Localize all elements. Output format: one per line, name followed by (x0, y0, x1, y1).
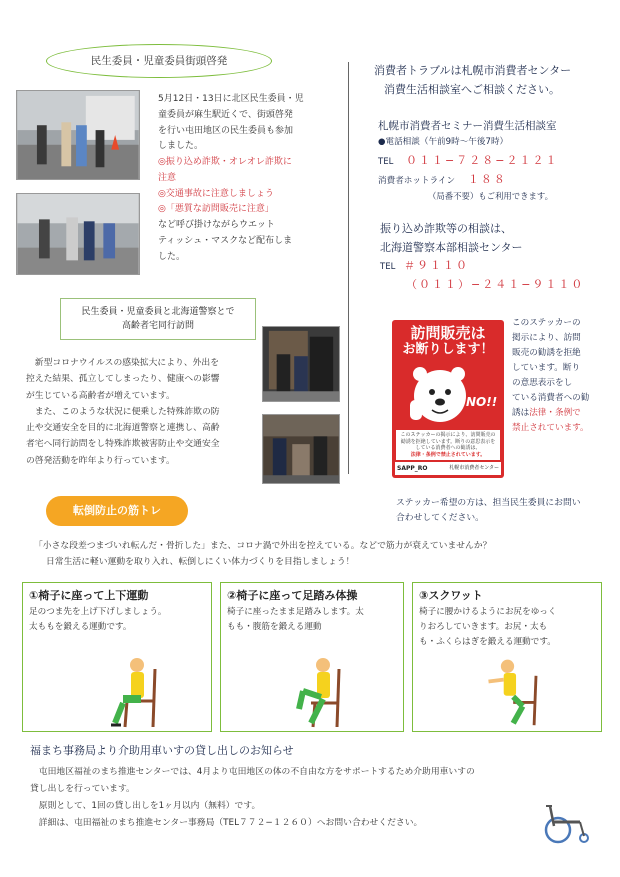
street-campaign-title: 民生委員・児童委員街頭啓発 (46, 44, 272, 78)
exercise-card-title: ③スクワット (419, 589, 483, 602)
police-visit-photo-2 (262, 414, 340, 484)
hotline-note: （局番不要）もご利用できます。 (428, 191, 553, 202)
phone-hours: ●電話相談（午前9時〜午後7時） (378, 137, 509, 148)
text-fragment: 誘は (512, 408, 530, 419)
fraud-contact-line1: 振り込め詐欺等の相談は、 (380, 222, 512, 235)
sticker-footer (395, 462, 501, 475)
consumer-header-line1: 消費者トラブルは札幌市消費者センター (374, 64, 572, 77)
text-line: 童委員が麻生駅近くで、街頭啓発 (158, 109, 293, 120)
law-notice: 法律・条例で (529, 408, 581, 419)
consumer-office-name: 札幌市消費者セミナー消費生活相談室 (378, 120, 557, 132)
tel-prefix: TEL (378, 156, 394, 167)
text-line: 屯田地区福祉のまち推進センターでは、4月より屯田地区の体の不自由な方をサポートするため介助用車いすの (30, 767, 475, 777)
tel-prefix: TEL (380, 262, 396, 273)
no-sales-sticker (392, 320, 504, 478)
text-line: しています。断り (512, 363, 581, 374)
exercise-card-3 (412, 582, 602, 732)
text-line: を行い屯田地区の民生委員も参加 (158, 125, 294, 136)
fraud-contact-line2: 北海道警察本部相談センター (380, 240, 523, 254)
exercise-card-text (29, 605, 167, 635)
sticker-request-line2: 合わせしてください。 (396, 513, 484, 524)
visit-photo-2-image (263, 415, 339, 483)
fraud-contact (380, 220, 616, 295)
hotline-number: １８８ (467, 172, 507, 186)
police-short-number: ＃９１１０ (404, 259, 470, 273)
text-line: しました。 (158, 141, 204, 152)
column-divider (348, 62, 349, 474)
text-line: また、このような状況に便乗した特殊詐欺の防 (26, 406, 220, 417)
exercise-card-text (227, 605, 364, 635)
text-line: 足のつま先を上げ下げしましょう。 (29, 607, 167, 617)
exercise-card-2 (220, 582, 404, 732)
wheelchair-notice-title: 福まち事務局より介助用車いすの貸し出しのお知らせ (30, 744, 294, 757)
fall-prevention-section-title: 転倒防止の筋トレ (46, 496, 188, 526)
text-line: ている消費者への勧 (512, 393, 590, 404)
consumer-contact (378, 118, 614, 203)
law-notice-cont: 禁止されています。 (512, 423, 589, 434)
text-line: 販売の勧誘を拒絶 (512, 348, 581, 359)
text-line: 者宅へ同行訪問をし特殊詐欺被害防止や交通安全 (26, 439, 220, 450)
wheelchair-notice-text (30, 764, 530, 833)
exercise-card-title: ②椅子に座って足踏み体操 (227, 589, 358, 602)
text-line: もも・腹筋を鍛える運動 (227, 622, 322, 633)
text-line: 5月12日・13日に北区民生委員・児 (158, 94, 304, 104)
warning-traffic: ◎交通事故に注意しましょう (158, 188, 274, 199)
exercise-intro-line1: 「小さな段差つまづいれ転んだ・骨折した」また、コロナ渦で外出を控えている。などで筋力が衰えていませんか？ (34, 541, 492, 551)
text-line: りおろしていきます。お尻・太も (419, 622, 548, 633)
police-visit-text (26, 355, 260, 469)
chair-marching-figure-icon (281, 649, 361, 729)
sticker-org-name: 札幌市消費者センター (449, 464, 499, 471)
text-line: 原則として、1回の貸し出しを1ヶ月以内（無料）です。 (30, 801, 261, 812)
exercise-intro-line2: 日常生活に軽い運動を取り入れ、転倒しにくい体力づくりを目指しましょう！ (46, 557, 355, 568)
sticker-request (396, 496, 616, 527)
text-line: も・ふくらはぎを鍛える運動です。 (419, 637, 556, 648)
text-line: 控えた結果、孤立してしまったり、健康への影響 (26, 374, 220, 385)
text-line: の啓発活動を昨年より行っています。 (26, 455, 175, 466)
warning-fraud: ◎振り込め詐欺・オレオレ詐欺に (158, 157, 292, 167)
hotline-row (378, 171, 614, 188)
sticker-law-line: 法律・条例で禁止されています。 (410, 451, 486, 458)
exercise-card-title: ①椅子に座って上下運動 (29, 589, 149, 602)
hotline-label: 消費者ホットライン (378, 175, 456, 186)
text-line: 新型コロナウイルスの感染拡大により、外出を (26, 358, 220, 368)
police-visit-title (60, 298, 256, 340)
exercise-intro (34, 538, 614, 571)
warning-fraud-cont: 注意 (158, 172, 177, 183)
sticker-description (512, 316, 616, 436)
street-campaign-photo-1 (16, 90, 140, 180)
squat-figure-icon (477, 653, 557, 729)
street-photo-1-image (17, 91, 139, 179)
sticker-no-text: NO!! (466, 395, 498, 409)
police-visit-title-line1: 民生委員・児童委員と北海道警察とで (81, 306, 235, 317)
police-tel-row (380, 257, 616, 276)
sticker-request-line1: ステッカー希望の方は、担当民生委員にお問い (396, 498, 581, 508)
street-photo-2-image (17, 194, 139, 274)
text-line: が生じている高齢者が増えています。 (26, 390, 175, 401)
sticker-notice-line: 勧誘を拒絶しています。断りの意思表示を (400, 438, 496, 445)
text-line: 止や交通安全を目的に北海道警察と連携し、高齢 (26, 423, 220, 434)
consumer-tel-number: ０１１−７２８−２１２１ (406, 153, 559, 167)
visit-photo-1-image (263, 327, 339, 401)
text-line: した。 (158, 251, 186, 262)
police-tel-number: （０１１）−２４１−９１１０ (406, 278, 585, 292)
sapporo-logo: SAPP_RO (397, 464, 428, 472)
consumer-header (374, 62, 614, 99)
consumer-tel-row (378, 152, 614, 169)
street-campaign-text (158, 92, 338, 265)
text-line: 椅子に腰かけるようにお尻をゆっく (419, 607, 557, 617)
chair-toe-raise-figure-icon (93, 649, 173, 729)
wheelchair-icon (536, 800, 596, 844)
exercise-card-text (419, 605, 556, 650)
text-line: ティッシュ・マスクなど配布しま (158, 235, 293, 246)
text-line: など呼び掛けながらウエット (158, 220, 275, 230)
sticker-notice-line: している消費者への勧誘は、 (415, 445, 481, 451)
police-visit-photo-1 (262, 326, 340, 402)
sticker-notice-line: このステッカーの掲示により、訪問販売の (400, 432, 496, 438)
consumer-header-line2: 消費生活相談室へご相談ください。 (384, 82, 560, 96)
text-line: 椅子に座ったまま足踏みします。太 (227, 607, 364, 617)
text-line: このステッカーの (512, 318, 581, 328)
sticker-headline-1: 訪問販売は (410, 324, 486, 342)
text-line: 貸し出しを行っています。 (30, 784, 135, 795)
text-line: の意思表示をし (512, 378, 573, 389)
text-line: 太ももを鍛える運動です。 (29, 622, 132, 633)
text-line: 掲示により、訪問 (512, 333, 581, 344)
text-line: 詳細は、屯田福祉のまち推進センター事務局（TEL７７２−１２６０）へお問い合わせください。 (30, 818, 423, 829)
sticker-headline-2: お断りします！ (402, 342, 494, 357)
street-campaign-photo-2 (16, 193, 140, 275)
police-visit-title-line2: 高齢者宅同行訪問 (121, 321, 194, 331)
text-line (512, 406, 616, 421)
warning-sales: ◎「悪質な訪問販売に注意」 (158, 204, 274, 215)
sticker-notice (396, 430, 500, 460)
exercise-card-1 (22, 582, 212, 732)
